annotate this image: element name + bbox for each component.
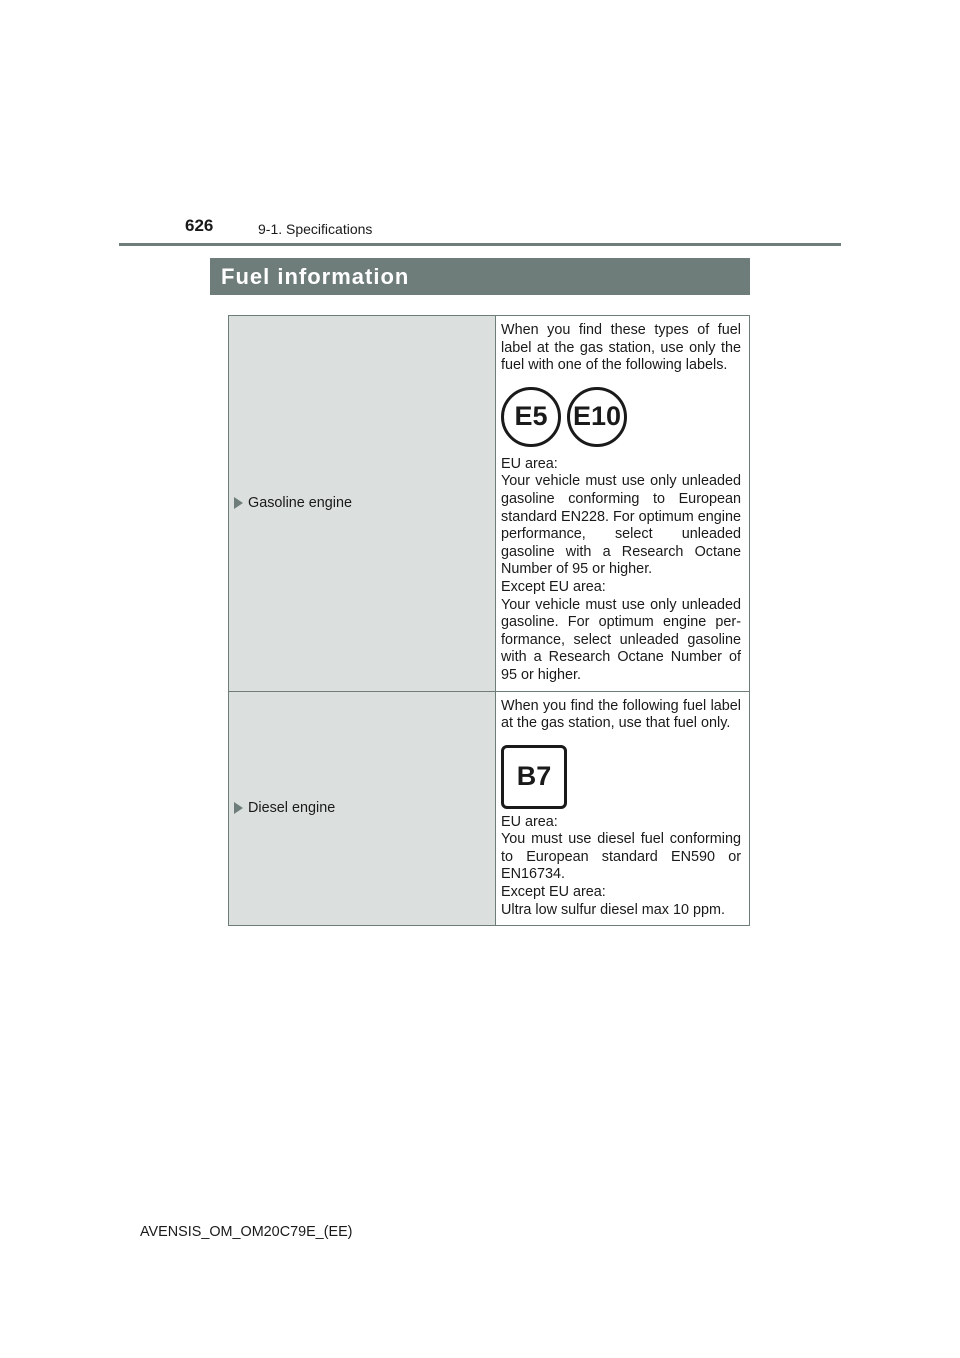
region-heading: EU area: — [501, 813, 558, 830]
engine-label: Diesel engine — [248, 800, 336, 817]
document-footer: AVENSIS_OM_OM20C79E_(EE) — [140, 1224, 353, 1240]
table-row — [229, 316, 750, 692]
triangle-bullet-icon — [234, 497, 243, 509]
table-row — [229, 691, 750, 926]
requirement-text: Your vehicle must use only unleaded gasoline conforming to European standard EN228. For optimum engine performance, select unleaded gasoline with a Research Octane Number of 95 or higher. — [501, 473, 741, 578]
requirement-text: Your vehicle must use only unleaded gasoline. For optimum engine per-formance, select unleaded gasoline with a Research Octane Number of 95 or higher. — [501, 596, 741, 683]
engine-label: Gasoline engine — [248, 495, 353, 512]
engine-cell — [229, 691, 496, 926]
fuel-badge-circle: E10 — [567, 387, 627, 447]
title-bar — [210, 258, 750, 295]
fuel-label-badges — [501, 387, 741, 447]
description-cell — [496, 316, 750, 692]
fuel-badge-square: B7 — [501, 745, 567, 809]
description-cell — [496, 691, 750, 926]
fuel-table — [228, 315, 750, 926]
region-heading: Except EU area: — [501, 578, 606, 595]
page-number: 626 — [185, 216, 214, 235]
header-rule — [119, 243, 841, 246]
fuel-badge-circle: E5 — [501, 387, 561, 447]
engine-cell — [229, 316, 496, 692]
region-heading: EU area: — [501, 455, 558, 472]
requirement-text: Ultra low sulfur diesel max 10 ppm. — [501, 901, 725, 918]
requirement-text: You must use diesel fuel conforming to European standard EN590 or EN16734. — [501, 831, 741, 883]
page-title: Fuel information — [221, 263, 410, 289]
region-heading: Except EU area: — [501, 884, 606, 901]
intro-text: When you find the following fuel label at the gas station, use that fuel only. — [501, 697, 741, 732]
intro-text: When you find these types of fuel label at the gas station, use only the fuel with one of the following labels. — [501, 322, 741, 374]
section-label: 9-1. Specifications — [258, 221, 373, 237]
triangle-bullet-icon — [234, 802, 243, 814]
